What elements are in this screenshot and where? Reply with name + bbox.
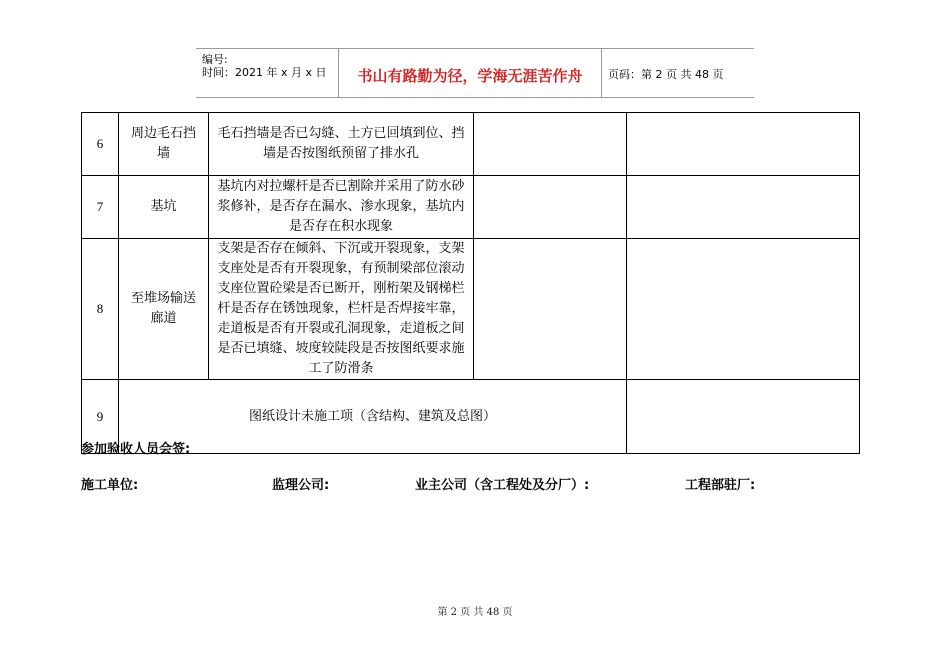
header-motto-cell [339,49,602,97]
page-number: 页码：第 2 页 共 48 页 [608,68,724,81]
item-name: 周边毛石挡墙 [119,113,209,176]
table-row [82,176,860,239]
code-label: 编号: [202,53,228,66]
page-header [196,48,754,98]
row-number: 7 [82,176,119,239]
table-row [82,113,860,176]
construction-unit-label: 施工单位: [81,478,139,493]
motto: 书山有路勤为径，学海无涯苦作舟 [357,67,583,85]
table-row [82,239,860,380]
table-row [82,380,860,454]
empty-cell [627,176,860,239]
item-name: 基坑 [119,176,209,239]
empty-cell [474,239,627,380]
row-number: 6 [82,113,119,176]
empty-cell [627,239,860,380]
item-description: 支架是否存在倾斜、下沉或开裂现象，支架支座处是否有开裂现象，有预制梁部位滚动支座位置砼梁是否已断开，刚桁架及钢梯栏杆是否存在锈蚀现象，栏杆是否焊接牢靠，走道板是否有开裂或孔洞现象，走道板之间是否已填缝、坡度较陡段是否按图纸要求施工了防滑条 [209,239,474,380]
empty-cell [474,176,627,239]
inspection-table [81,112,860,454]
empty-cell [627,113,860,176]
item-description: 图纸设计未施工项（含结构、建筑及总图） [119,380,627,454]
item-description: 基坑内对拉螺杆是否已割除并采用了防水砂浆修补，是否存在漏水、渗水现象，基坑内是否存在积水现象 [209,176,474,239]
empty-cell [474,113,627,176]
signature-label: 参加验收人员会签: [81,442,191,457]
page-footer: 第 2 页 共 48 页 [437,607,513,618]
supervision-company-label: 监理公司: [272,478,330,493]
header-info-cell [196,49,339,97]
item-description: 毛石挡墙是否已勾缝、土方已回填到位、挡墙是否按图纸预留了排水孔 [209,113,474,176]
row-number: 8 [82,239,119,380]
item-name: 至堆场输送廊道 [119,239,209,380]
time-label: 时间：2021 年 x 月 x 日 [202,66,327,79]
empty-cell [627,380,860,454]
header-page-cell [602,49,754,97]
row-number: 9 [82,380,119,454]
owner-company-label: 业主公司（含工程处及分厂）: [415,478,590,493]
project-dept-label: 工程部驻厂: [685,478,756,493]
